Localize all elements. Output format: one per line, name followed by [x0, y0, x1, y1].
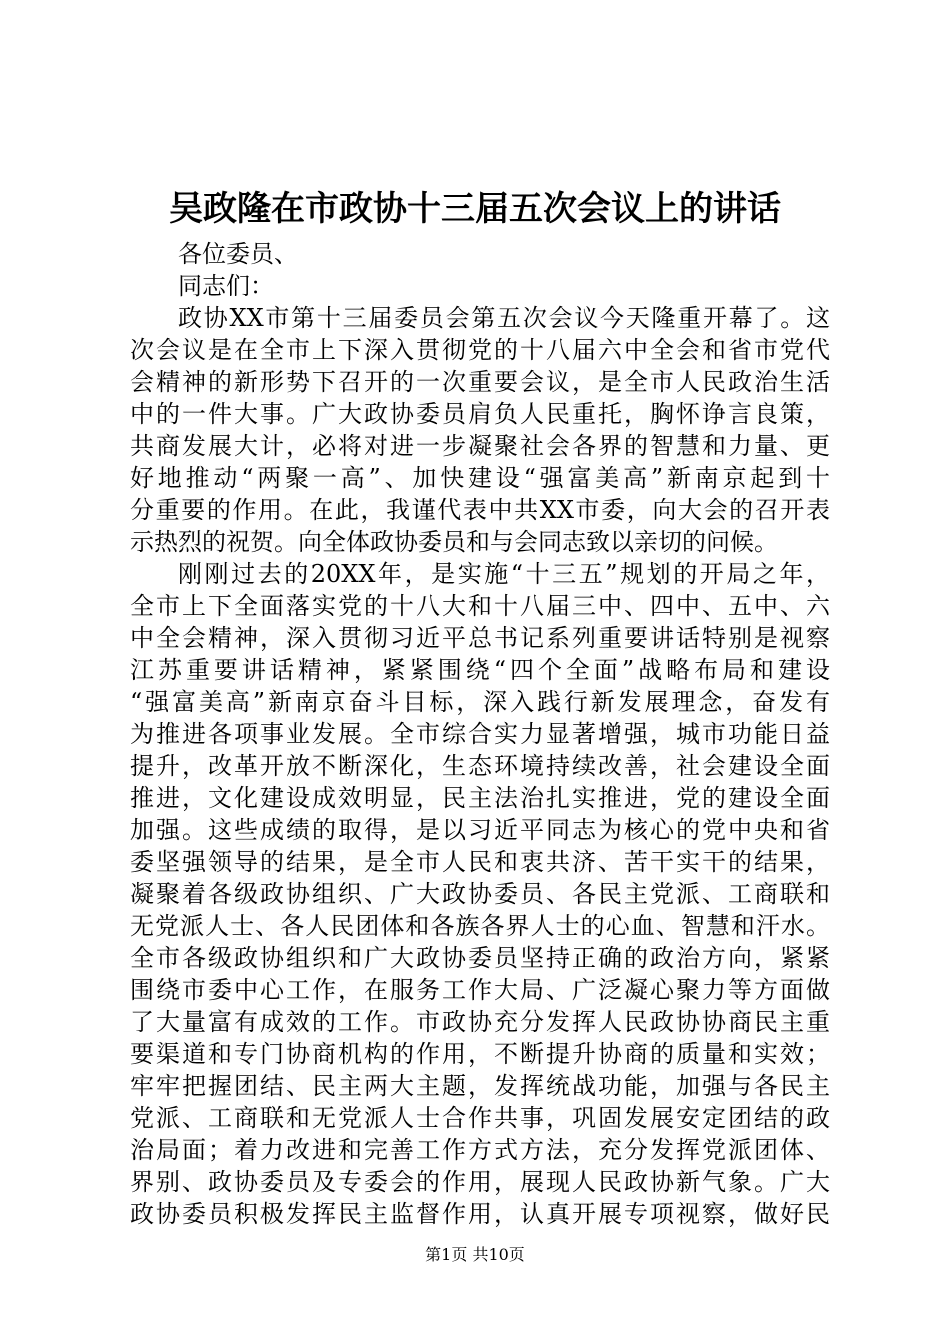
text-line: 政协XX市第十三届委员会第五次会议今天隆重开幕了。这 [178, 304, 830, 332]
document-body [130, 238, 830, 1230]
text-line: 要渠道和专门协商机构的作用，不断提升协商的质量和实效； [130, 1040, 830, 1068]
text-line: 加强。这些成绩的取得，是以习近平同志为核心的党中央和省 [130, 816, 830, 844]
text-line: 牢牢把握团结、民主两大主题，发挥统战功能，加强与各民主 [130, 1072, 830, 1100]
text-line: 委坚强领导的结果，是全市人民和衷共济、苦干实干的结果， [130, 848, 830, 876]
text-line: 凝聚着各级政协组织、广大政协委员、各民主党派、工商联和 [130, 880, 830, 908]
text-line: 全市各级政协组织和广大政协委员坚持正确的政治方向，紧紧 [130, 944, 830, 972]
text-line: 会精神的新形势下召开的一次重要会议，是全市人民政治生活 [130, 368, 830, 396]
text-line: 界别、政协委员及专委会的作用，展现人民政协新气象。广大 [130, 1168, 830, 1196]
text-line: 好地推动“两聚一高”、加快建设“强富美高”新南京起到十 [130, 464, 830, 492]
text-line: 次会议是在全市上下深入贯彻党的十八届六中全会和省市党代 [130, 336, 830, 364]
text-line: 分重要的作用。在此，我谨代表中共XX市委，向大会的召开表 [130, 496, 830, 524]
text-line: 示热烈的祝贺。向全体政协委员和与会同志致以亲切的问候。 [130, 528, 778, 556]
text-line: 政协委员积极发挥民主监督作用，认真开展专项视察，做好民 [130, 1200, 830, 1228]
text-line: 同志们： [178, 272, 274, 300]
text-line: 中全会精神，深入贯彻习近平总书记系列重要讲话特别是视察 [130, 624, 830, 652]
text-line: “强富美高”新南京奋斗目标，深入践行新发展理念，奋发有 [130, 688, 830, 716]
text-line: 围绕市委中心工作，在服务工作大局、广泛凝心聚力等方面做 [130, 976, 830, 1004]
text-line: 党派、工商联和无党派人士合作共事，巩固发展安定团结的政 [130, 1104, 830, 1132]
text-line: 中的一件大事。广大政协委员肩负人民重托，胸怀诤言良策， [130, 400, 830, 428]
text-line: 各位委员、 [178, 240, 298, 268]
text-line: 江苏重要讲话精神，紧紧围绕“四个全面”战略布局和建设 [130, 656, 830, 684]
text-line: 推进，文化建设成效明显，民主法治扎实推进，党的建设全面 [130, 784, 830, 812]
text-line: 刚刚过去的20XX年，是实施“十三五”规划的开局之年， [178, 560, 830, 588]
document-title: 吴政隆在市政协十三届五次会议上的讲话 [169, 189, 781, 229]
text-line: 全市上下全面落实党的十八大和十八届三中、四中、五中、六 [130, 592, 830, 620]
text-line: 共商发展大计，必将对进一步凝聚社会各界的智慧和力量、更 [130, 432, 830, 460]
text-line: 无党派人士、各人民团体和各族各界人士的心血、智慧和汗水。 [130, 912, 830, 940]
text-line: 治局面；着力改进和完善工作方式方法，充分发挥党派团体、 [130, 1136, 830, 1164]
text-line: 提升，改革开放不断深化，生态环境持续改善，社会建设全面 [130, 752, 830, 780]
text-line: 了大量富有成效的工作。市政协充分发挥人民政协协商民主重 [130, 1008, 830, 1036]
page-footer: 第1页 共10页 [425, 1245, 525, 1264]
text-line: 为推进各项事业发展。全市综合实力显著增强，城市功能日益 [130, 720, 830, 748]
